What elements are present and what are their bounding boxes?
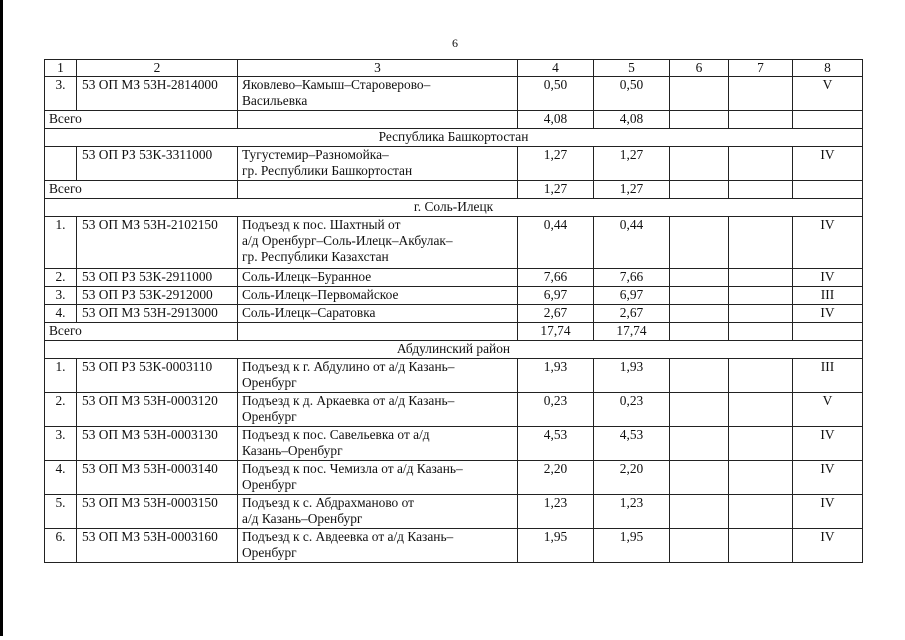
table-cell: Яковлево–Камыш–Староверово– Васильевка — [238, 77, 518, 111]
table-cell: 53 ОП РЗ 53К-3311000 — [77, 147, 238, 181]
table-cell: 53 ОП МЗ 53Н-0003130 — [77, 427, 238, 461]
table-cell: 53 ОП РЗ 53К-0003110 — [77, 359, 238, 393]
header-cell: 2 — [77, 60, 238, 77]
table-cell: 6. — [45, 529, 77, 563]
table-cell — [670, 217, 729, 269]
table-cell — [729, 427, 793, 461]
table-cell: 1,23 — [594, 495, 670, 529]
table-cell: 2. — [45, 269, 77, 287]
header-cell: 7 — [729, 60, 793, 77]
table-cell: V — [793, 77, 863, 111]
table-cell — [45, 147, 77, 181]
empty-cell — [793, 323, 863, 341]
table-row — [45, 77, 863, 111]
table-cell: 1,23 — [518, 495, 594, 529]
table-cell: 5. — [45, 495, 77, 529]
table-row — [45, 287, 863, 305]
table-cell: Подъезд к пос. Савельевка от а/д Казань–Оренбург — [238, 427, 518, 461]
section-row — [45, 129, 863, 147]
table-cell: 4,53 — [518, 427, 594, 461]
section-row — [45, 341, 863, 359]
table-cell: Соль-Илецк–Саратовка — [238, 305, 518, 323]
table-row — [45, 461, 863, 495]
table-cell: 53 ОП МЗ 53Н-0003160 — [77, 529, 238, 563]
table-cell — [729, 77, 793, 111]
table-cell: 2,67 — [518, 305, 594, 323]
table-cell: 4. — [45, 305, 77, 323]
table-cell — [670, 77, 729, 111]
total-row — [45, 181, 863, 199]
table-cell: V — [793, 393, 863, 427]
empty-cell — [793, 181, 863, 199]
table-cell: 1. — [45, 359, 77, 393]
table-cell: 0,44 — [518, 217, 594, 269]
table-cell — [670, 393, 729, 427]
table-cell: Подъезд к д. Аркаевка от а/д Казань– Оренбург — [238, 393, 518, 427]
table-cell: 1,93 — [518, 359, 594, 393]
header-row — [45, 60, 863, 77]
table-cell: IV — [793, 217, 863, 269]
section-title: г. Соль-Илецк — [45, 199, 863, 217]
table-cell: 1,27 — [518, 147, 594, 181]
table-cell: 2. — [45, 393, 77, 427]
table-row — [45, 393, 863, 427]
empty-cell — [793, 111, 863, 129]
total-length-cell: 1,27 — [594, 181, 670, 199]
table-cell: 53 ОП МЗ 53Н-2102150 — [77, 217, 238, 269]
page-number: 6 — [452, 36, 458, 50]
table-cell: 1. — [45, 217, 77, 269]
table-cell — [670, 495, 729, 529]
empty-cell — [238, 111, 518, 129]
page-edge-bar — [0, 0, 3, 636]
empty-cell — [729, 111, 793, 129]
table-cell: Подъезд к с. Авдеевка от а/д Казань– Оренбург — [238, 529, 518, 563]
table-cell: Подъезд к с. Абдрахманово от а/д Казань–Оренбург — [238, 495, 518, 529]
total-length-cell: 4,08 — [594, 111, 670, 129]
header-cell: 6 — [670, 60, 729, 77]
table-row — [45, 529, 863, 563]
table-cell — [729, 217, 793, 269]
empty-cell — [670, 111, 729, 129]
table-row — [45, 427, 863, 461]
table-cell — [729, 495, 793, 529]
table-cell — [729, 359, 793, 393]
table-cell: Соль-Илецк–Первомайское — [238, 287, 518, 305]
header-cell: 3 — [238, 60, 518, 77]
table-cell: 3. — [45, 77, 77, 111]
table-cell — [670, 461, 729, 495]
table-cell: IV — [793, 305, 863, 323]
table-cell: IV — [793, 495, 863, 529]
total-label: Всего — [45, 323, 238, 341]
table-cell: 4,53 — [594, 427, 670, 461]
table-cell: 7,66 — [594, 269, 670, 287]
empty-cell — [238, 323, 518, 341]
empty-cell — [729, 323, 793, 341]
table-cell: 53 ОП МЗ 53Н-2913000 — [77, 305, 238, 323]
table-cell: 1,93 — [594, 359, 670, 393]
table-cell: 0,23 — [518, 393, 594, 427]
empty-cell — [238, 181, 518, 199]
table-cell: 0,50 — [594, 77, 670, 111]
table-cell: 2,67 — [594, 305, 670, 323]
table-row — [45, 305, 863, 323]
header-cell: 5 — [594, 60, 670, 77]
header-cell: 4 — [518, 60, 594, 77]
header-cell: 1 — [45, 60, 77, 77]
total-length-cell: 17,74 — [594, 323, 670, 341]
table-cell — [729, 393, 793, 427]
table-cell: III — [793, 287, 863, 305]
empty-cell — [670, 181, 729, 199]
table-cell: Соль-Илецк–Буранное — [238, 269, 518, 287]
table-cell: 4. — [45, 461, 77, 495]
table-cell — [670, 269, 729, 287]
table-cell — [729, 147, 793, 181]
table-cell: III — [793, 359, 863, 393]
table-cell: 53 ОП МЗ 53Н-2814000 — [77, 77, 238, 111]
table-cell — [670, 305, 729, 323]
table-cell — [670, 147, 729, 181]
table-cell: 1,95 — [594, 529, 670, 563]
table-cell: 6,97 — [594, 287, 670, 305]
table-cell: 0,50 — [518, 77, 594, 111]
empty-cell — [729, 181, 793, 199]
total-row — [45, 111, 863, 129]
table-cell: 3. — [45, 287, 77, 305]
table-body — [45, 60, 863, 563]
table-cell: 6,97 — [518, 287, 594, 305]
table-cell: 1,95 — [518, 529, 594, 563]
table-cell — [670, 287, 729, 305]
table-cell: 0,23 — [594, 393, 670, 427]
table-cell — [729, 461, 793, 495]
table-cell: 53 ОП МЗ 53Н-0003140 — [77, 461, 238, 495]
table-cell: 53 ОП МЗ 53Н-0003120 — [77, 393, 238, 427]
section-row — [45, 199, 863, 217]
table-row — [45, 269, 863, 287]
table-cell: Подъезд к пос. Чемизла от а/д Казань– Оренбург — [238, 461, 518, 495]
table-cell: 53 ОП РЗ 53К-2911000 — [77, 269, 238, 287]
table-cell: IV — [793, 427, 863, 461]
total-label: Всего — [45, 181, 238, 199]
table-cell: 2,20 — [518, 461, 594, 495]
table-row — [45, 147, 863, 181]
total-label: Всего — [45, 111, 238, 129]
table-row — [45, 217, 863, 269]
table-cell: IV — [793, 269, 863, 287]
table-cell: IV — [793, 461, 863, 495]
table-cell: 3. — [45, 427, 77, 461]
table-cell: Тугустемир–Разномойка– гр. Республики Башкортостан — [238, 147, 518, 181]
table-cell — [729, 287, 793, 305]
total-length-cell: 4,08 — [518, 111, 594, 129]
section-title: Абдулинский район — [45, 341, 863, 359]
table-cell: 7,66 — [518, 269, 594, 287]
total-length-cell: 17,74 — [518, 323, 594, 341]
table-cell: 53 ОП МЗ 53Н-0003150 — [77, 495, 238, 529]
table-row — [45, 359, 863, 393]
table-cell: 53 ОП РЗ 53К-2912000 — [77, 287, 238, 305]
header-cell: 8 — [793, 60, 863, 77]
table-cell — [729, 305, 793, 323]
table-cell — [670, 529, 729, 563]
table-cell: IV — [793, 147, 863, 181]
table-cell: 0,44 — [594, 217, 670, 269]
empty-cell — [670, 323, 729, 341]
table-cell — [729, 529, 793, 563]
table-cell — [670, 427, 729, 461]
section-title: Республика Башкортостан — [45, 129, 863, 147]
table-cell: IV — [793, 529, 863, 563]
total-row — [45, 323, 863, 341]
total-length-cell: 1,27 — [518, 181, 594, 199]
road-list-table — [44, 59, 863, 563]
table-row — [45, 495, 863, 529]
table-cell: 1,27 — [594, 147, 670, 181]
table-cell — [729, 269, 793, 287]
table-cell: Подъезд к г. Абдулино от а/д Казань– Оренбург — [238, 359, 518, 393]
table-cell: 2,20 — [594, 461, 670, 495]
table-cell: Подъезд к пос. Шахтный от а/д Оренбург–Соль-Илецк–Акбулак– гр. Республики Казахстан — [238, 217, 518, 269]
table-cell — [670, 359, 729, 393]
